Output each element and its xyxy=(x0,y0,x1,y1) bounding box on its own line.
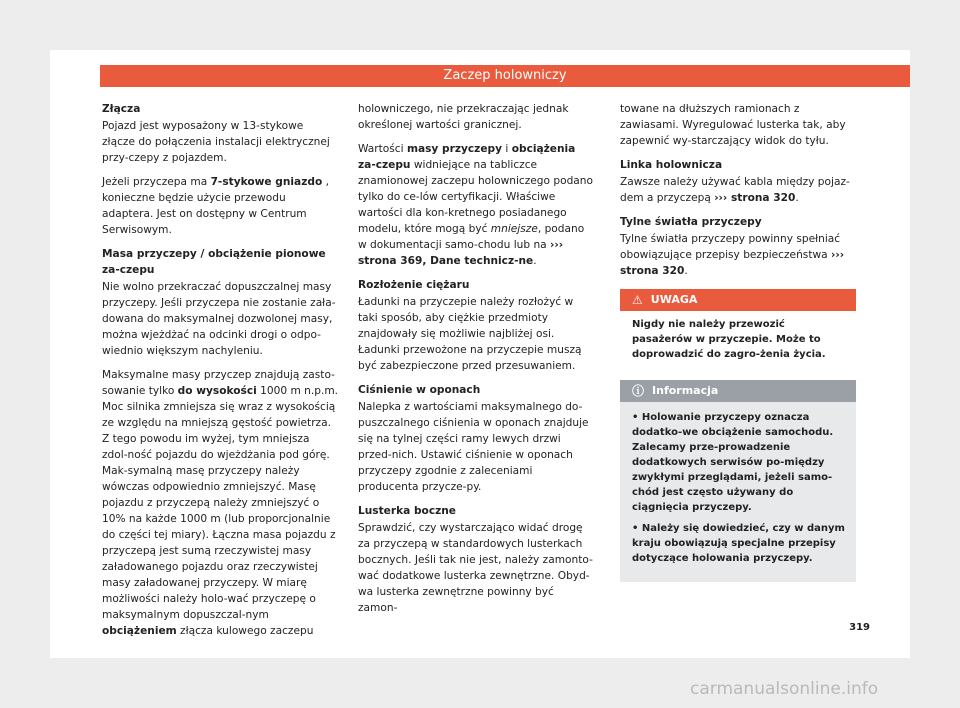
warning-box xyxy=(620,289,856,368)
paragraph: towane na dłuższych ramionach z zawiasami. Wyregulować lusterka tak, aby zapewnić wy-starczający widok do tyłu. xyxy=(620,103,846,147)
warning-text: Nigdy nie należy przewozić pasażerów w przyczepie. Może to doprowadzić do zagro-żenia życia. xyxy=(620,311,856,368)
heading-side-mirrors: Lusterka boczne xyxy=(358,505,456,517)
paragraph: Jeżeli przyczepa ma 7-stykowe gniazdo , konieczne będzie użycie przewodu adaptera. Jest on dostępny w Centrum Serwisowym. xyxy=(102,176,329,236)
section-header: Zaczep holowniczy xyxy=(100,65,910,87)
paragraph: Tylne światła przyczepy powinny spełniać obowiązujące przepisy bezpieczeństwa ››› strona 320. xyxy=(620,233,845,277)
page-number: 319 xyxy=(849,622,870,633)
heading-connectors: Złącza xyxy=(102,103,141,115)
list-item: • Holowanie przyczepy oznacza dodatko-we obciążenie samochodu. Zalecamy prze-prowadzenie dodatkowych serwisów po-między zwykłymi przeglądami, jeżeli samo-chód jest często używany do ciągnięcia przyczepy. xyxy=(632,412,834,513)
info-header: ⓘ Informacja xyxy=(620,380,856,402)
watermark: carmanualsonline.info xyxy=(690,679,879,699)
column-3 xyxy=(620,101,856,582)
manual-page xyxy=(50,50,910,658)
heading-trailer-mass: Masa przyczepy / obciążenie pionowe za-czepu xyxy=(102,248,326,276)
info-icon: ⓘ xyxy=(632,384,645,398)
heading-tow-cable: Linka holownicza xyxy=(620,159,723,171)
info-text xyxy=(620,402,856,582)
paragraph: Pojazd jest wyposażony w 13-stykowe złącze do połączenia instalacji elektrycznej przy-czepy z pojazdem. xyxy=(102,120,330,164)
column-1 xyxy=(102,101,338,647)
paragraph: Nalepka z wartościami maksymalnego do-puszczalnego ciśnienia w oponach znajduje się na tylnej części ramy lewych drzwi przed-nich. Ustawić ciśnienie w oponach przyczepy zgodnie z zaleceniami producenta przycze-py. xyxy=(358,401,589,493)
warning-header: ⚠ UWAGA xyxy=(620,289,856,311)
list-item: • Należy się dowiedzieć, czy w danym kraju obowiązują specjalne przepisy dotyczące holowania przyczepy. xyxy=(632,523,845,564)
paragraph: Maksymalne masy przyczep znajdują zasto-sowanie tylko do wysokości 1000 m n.p.m. Moc silnika zmniejsza się wraz z wysokością ze względu na mniejszą gęstość powietrza. Z tego powodu im wyżej, tym mniejsza zdol-ność pojazdu do wjeżdżania pod górę. Mak-symalną masę przyczepy należy wówczas odpowiednio zmniejszyć. Masę pojazdu z przyczepą należy zmniejszyć o 10% na każde 1000 m (lub proporcjonalnie do części tej miary). Łączna masa pojazdu z przyczepą jest sumą rzeczywistej masy załadowanego pojazdu oraz rzeczywistej masy załadowanej przyczepy. W miarę możliwości należy holo-wać przyczepę o maksymalnym dopuszczal-nym obciążeniem złącza kulowego zaczepu xyxy=(102,369,339,637)
heading-weight-distribution: Rozłożenie ciężaru xyxy=(358,279,470,291)
paragraph: Nie wolno przekraczać dopuszczalnej masy przyczepy. Jeśli przyczepa nie zostanie zała-dowana do maksymalnej dozwolonej masy, można wjeżdżać na odcinki drogi o odpo-wiednio większym nachyleniu. xyxy=(102,281,336,357)
info-box xyxy=(620,380,856,582)
paragraph: Wartości masy przyczepy i obciążenia za-czepu widniejące na tabliczce znamionowej zaczepu holowniczego podano tylko do ce-lów certyfikacji. Właściwe wartości dla kon-kretnego posiadanego modelu, które mogą być mniejsze, podano w dokumentacji samo-chodu lub na ››› strona 369, Dane technicz-ne. xyxy=(358,143,593,267)
heading-rear-lights: Tylne światła przyczepy xyxy=(620,216,762,228)
heading-tire-pressure: Ciśnienie w oponach xyxy=(358,384,481,396)
warning-icon: ⚠ xyxy=(632,293,643,307)
page-link[interactable]: ››› strona 320 xyxy=(714,192,796,204)
paragraph: Sprawdzić, czy wystarczająco widać drogę za przyczepą w standardowych lusterkach bocznych. Jeśli tak nie jest, należy zamonto-wać dodatkowe lusterka zewnętrzne. Obyd-wa lusterka zewnętrzne powinny być zamon- xyxy=(358,522,593,614)
paragraph: Ładunki na przyczepie należy rozłożyć w taki sposób, aby ciężkie przedmioty znajdowały się możliwie najbliżej osi. Ładunki przewożone na przyczepie muszą być zabezpieczone przed przesuwaniem. xyxy=(358,296,582,372)
page-link[interactable]: ››› strona 369, Dane technicz-ne xyxy=(358,239,564,267)
page-link[interactable]: ››› strona 320 xyxy=(620,249,845,277)
paragraph: holowniczego, nie przekraczając jednak określonej wartości granicznej. xyxy=(358,103,569,131)
paragraph: Zawsze należy używać kabla między pojaz-dem a przyczepą ››› strona 320. xyxy=(620,176,850,204)
column-2 xyxy=(358,101,594,624)
